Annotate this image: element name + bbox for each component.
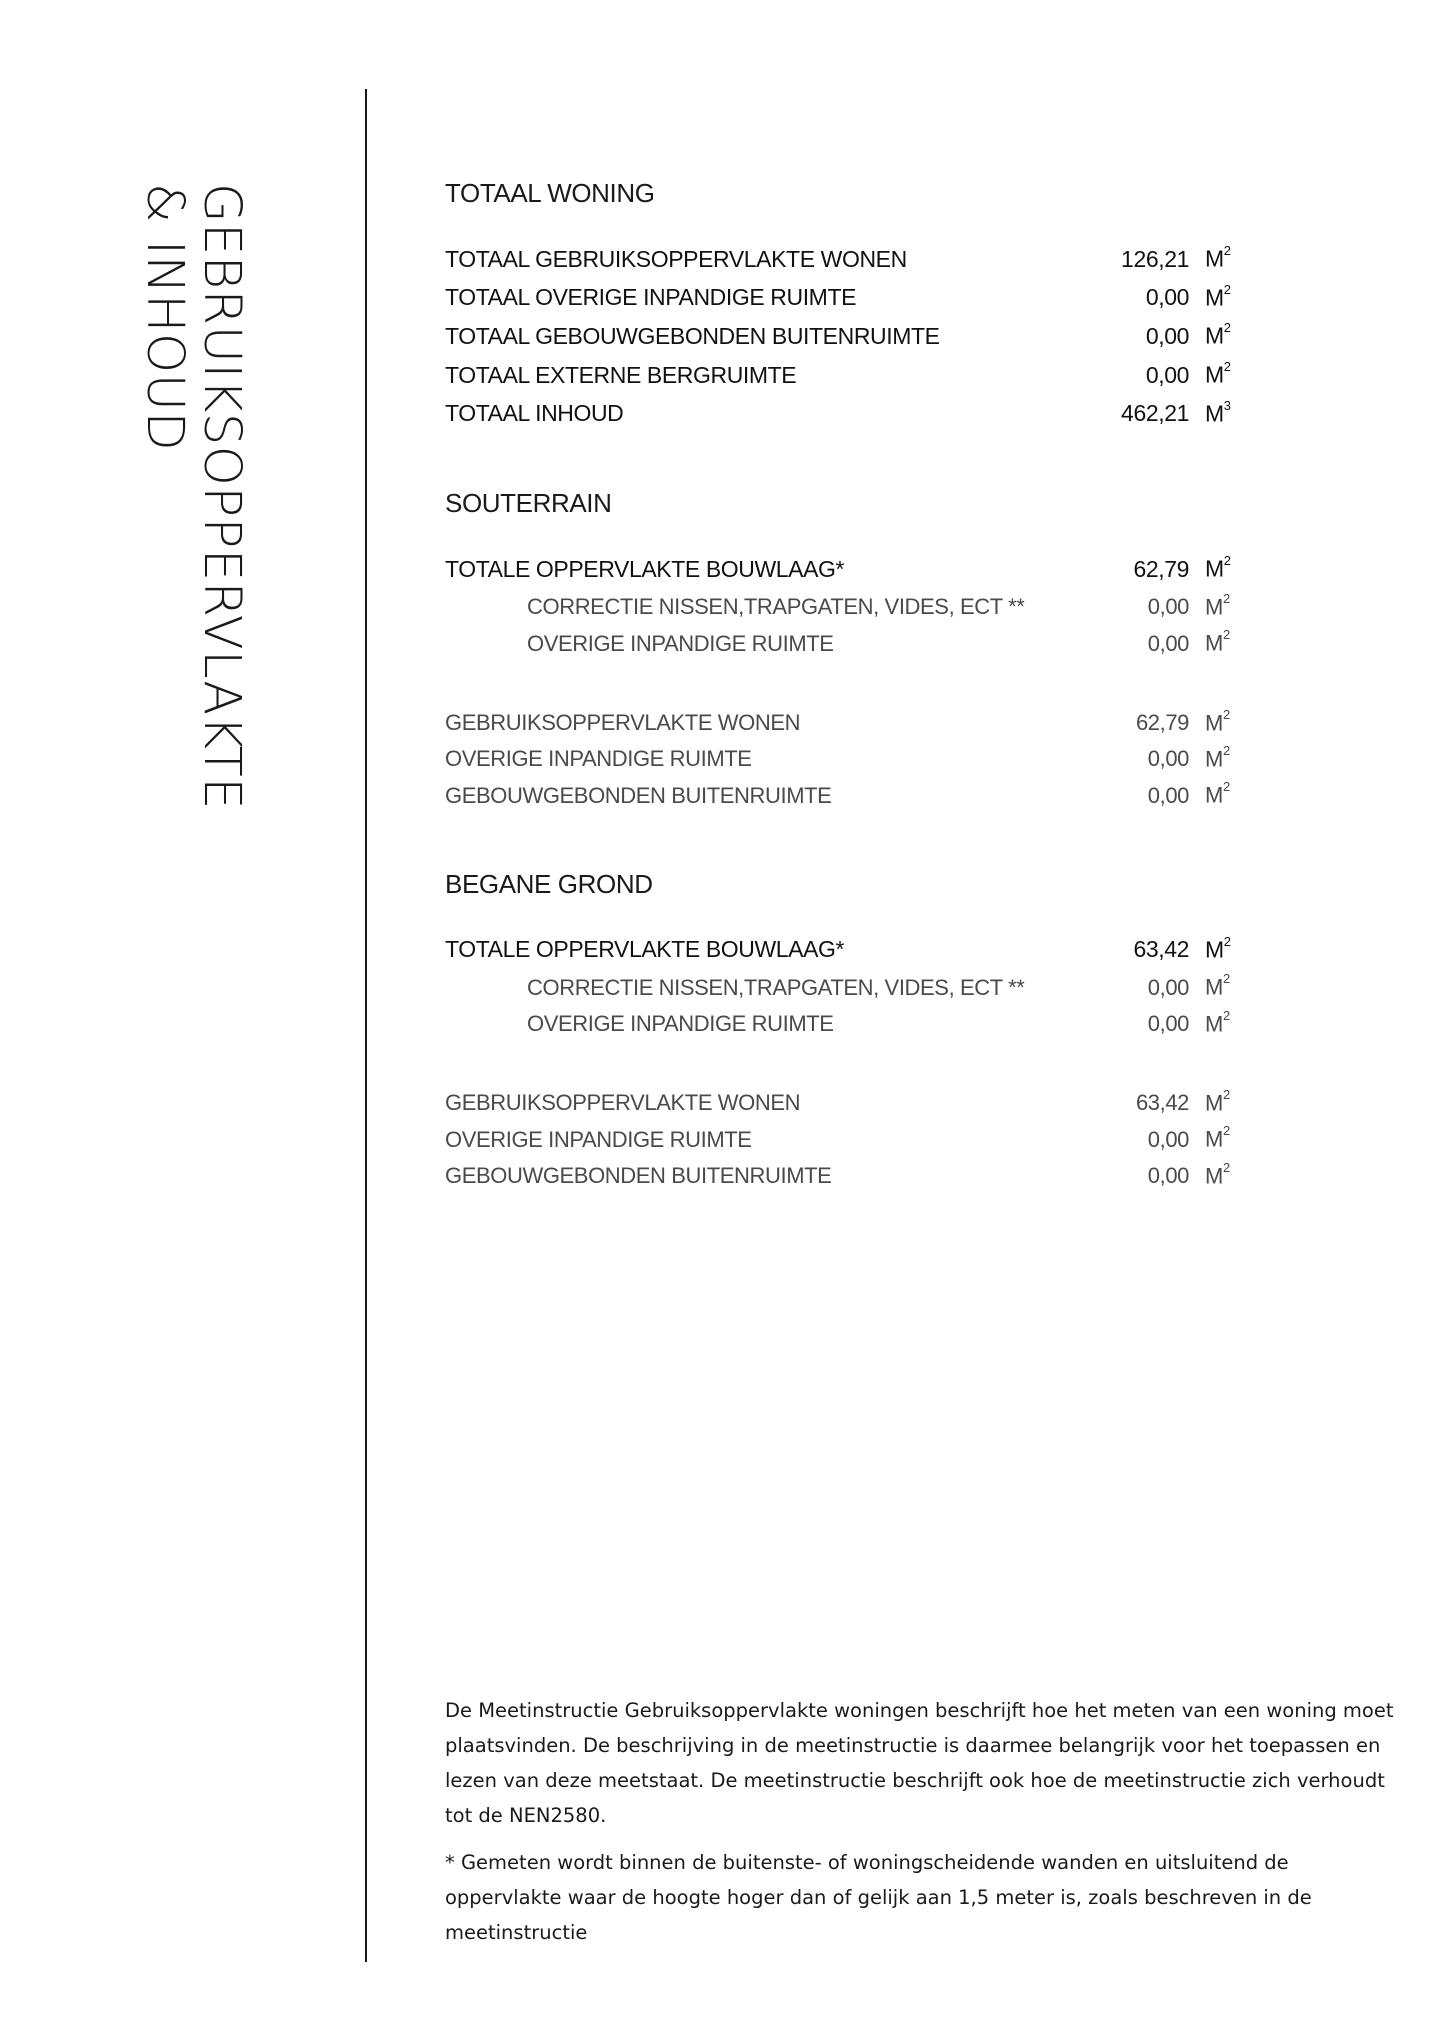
row-unit: $M^2$ bbox=[1205, 627, 1230, 656]
row-label: CORRECTIE NISSEN,TRAPGATEN, VIDES, ECT ** bbox=[527, 594, 1025, 620]
table-row bbox=[445, 1082, 1255, 1118]
table-row bbox=[445, 586, 1255, 622]
row-value: 0,00 bbox=[1147, 1126, 1189, 1152]
row-label: OVERIGE INPANDIGE RUIMTE bbox=[445, 746, 752, 772]
row-value: 0,00 bbox=[1145, 322, 1189, 349]
row-value: 0,00 bbox=[1147, 746, 1189, 772]
row-label: OVERIGE INPANDIGE RUIMTE bbox=[527, 630, 834, 656]
row-value: 0,00 bbox=[1147, 974, 1189, 1000]
vertical-divider bbox=[365, 89, 367, 1962]
row-label: TOTAAL EXTERNE BERGRUIMTE bbox=[445, 361, 797, 388]
row-unit: $M^3$ bbox=[1205, 397, 1231, 427]
row-unit: $M^2$ bbox=[1205, 971, 1230, 1000]
row-label: GEBRUIKSOPPERVLAKTE WONEN bbox=[445, 1090, 801, 1116]
row-unit: $M^2$ bbox=[1205, 243, 1231, 272]
row-label: OVERIGE INPANDIGE RUIMTE bbox=[527, 1010, 834, 1036]
note-gemeten: * Gemeten wordt binnen de buitenste- of woningscheidende wanden en uitsluitend de oppervlakte waar de hoogte hoger dan of gelijk aan 1,5 meter is, zoals beschreven in de meetinstructie bbox=[445, 1851, 1312, 1944]
row-unit: $M^2$ bbox=[1205, 1007, 1230, 1036]
row-label: GEBOUWGEBONDEN BUITENRUIMTE bbox=[445, 782, 832, 808]
section-title-souterrain: SOUTERRAIN bbox=[445, 488, 612, 519]
table-row bbox=[445, 702, 1255, 738]
table-row bbox=[445, 237, 1255, 276]
row-label: OVERIGE INPANDIGE RUIMTE bbox=[445, 1126, 752, 1152]
table-row bbox=[445, 1155, 1255, 1191]
row-label: GEBRUIKSOPPERVLAKTE WONEN bbox=[445, 709, 801, 735]
row-value: 0,00 bbox=[1147, 1010, 1189, 1036]
measurement-content bbox=[445, 176, 1255, 1191]
row-value: 63,42 bbox=[1133, 936, 1189, 963]
row-value: 0,00 bbox=[1147, 594, 1189, 620]
totaal-list bbox=[445, 237, 1255, 430]
section-title-totaal-woning: TOTAAL WONING bbox=[445, 178, 655, 208]
table-row bbox=[445, 622, 1255, 658]
table-row bbox=[445, 392, 1255, 431]
row-value: 0,00 bbox=[1145, 284, 1189, 311]
row-unit: $M^2$ bbox=[1205, 281, 1231, 311]
row-label: TOTAAL GEBOUWGEBONDEN BUITENRUIMTE bbox=[445, 322, 940, 349]
table-row-total bbox=[445, 928, 1255, 967]
table-row bbox=[445, 1003, 1255, 1039]
row-value: 0,00 bbox=[1147, 782, 1189, 808]
row-unit: $M^2$ bbox=[1205, 1123, 1230, 1152]
table-row bbox=[445, 774, 1255, 810]
row-value: 462,21 bbox=[1121, 400, 1189, 427]
row-unit: $M^2$ bbox=[1205, 1086, 1230, 1116]
row-label: TOTAAL GEBRUIKSOPPERVLAKTE WONEN bbox=[445, 245, 907, 272]
row-label: TOTAAL INHOUD bbox=[445, 400, 624, 427]
row-unit: $M^2$ bbox=[1205, 779, 1230, 808]
row-value: 62,79 bbox=[1133, 555, 1189, 582]
table-row bbox=[445, 353, 1255, 392]
page-side-title bbox=[130, 183, 250, 963]
row-label: GEBOUWGEBONDEN BUITENRUIMTE bbox=[445, 1162, 832, 1188]
section-title-begane-grond: BEGANE GROND bbox=[445, 868, 653, 899]
row-value: 0,00 bbox=[1147, 1162, 1189, 1188]
row-label: CORRECTIE NISSEN,TRAPGATEN, VIDES, ECT ** bbox=[527, 974, 1025, 1000]
row-label: TOTALE OPPERVLAKTE BOUWLAAG* bbox=[445, 555, 845, 582]
side-title-line-2: & INHOUD bbox=[135, 183, 194, 452]
table-row bbox=[445, 738, 1255, 774]
row-label: TOTAAL OVERIGE INPANDIGE RUIMTE bbox=[445, 284, 857, 311]
table-row-total bbox=[445, 547, 1255, 586]
side-title-line-1: GEBRUIKSOPPERVLAKTE bbox=[192, 183, 251, 811]
row-value: 0,00 bbox=[1147, 630, 1189, 656]
row-unit: $M^2$ bbox=[1205, 933, 1231, 963]
row-unit: $M^2$ bbox=[1205, 1159, 1230, 1188]
table-row bbox=[445, 314, 1255, 353]
table-row bbox=[445, 1118, 1255, 1154]
row-value: 0,00 bbox=[1145, 361, 1189, 388]
row-unit: $M^2$ bbox=[1205, 553, 1231, 582]
footnotes bbox=[445, 1693, 1405, 1962]
row-unit: $M^2$ bbox=[1205, 358, 1231, 388]
note-meetinstructie: De Meetinstructie Gebruiksoppervlakte woningen beschrijft hoe het meten van een woning moet plaatsvinden. De beschrijving in de meetinstructie is daarmee belangrijk voor het toepassen en lezen van deze meetstaat. De meetinstructie beschrijft ook hoe de meetinstructie zich verhoudt tot de NEN2580. bbox=[445, 1699, 1394, 1827]
row-unit: $M^2$ bbox=[1205, 742, 1230, 772]
row-value: 62,79 bbox=[1135, 709, 1189, 735]
row-value: 126,21 bbox=[1121, 245, 1189, 272]
table-row bbox=[445, 966, 1255, 1002]
table-row bbox=[445, 276, 1255, 315]
row-unit: $M^2$ bbox=[1205, 706, 1230, 735]
row-label: TOTALE OPPERVLAKTE BOUWLAAG* bbox=[445, 936, 845, 963]
row-unit: $M^2$ bbox=[1205, 320, 1231, 349]
row-value: 63,42 bbox=[1135, 1090, 1189, 1116]
row-unit: $M^2$ bbox=[1205, 590, 1230, 620]
